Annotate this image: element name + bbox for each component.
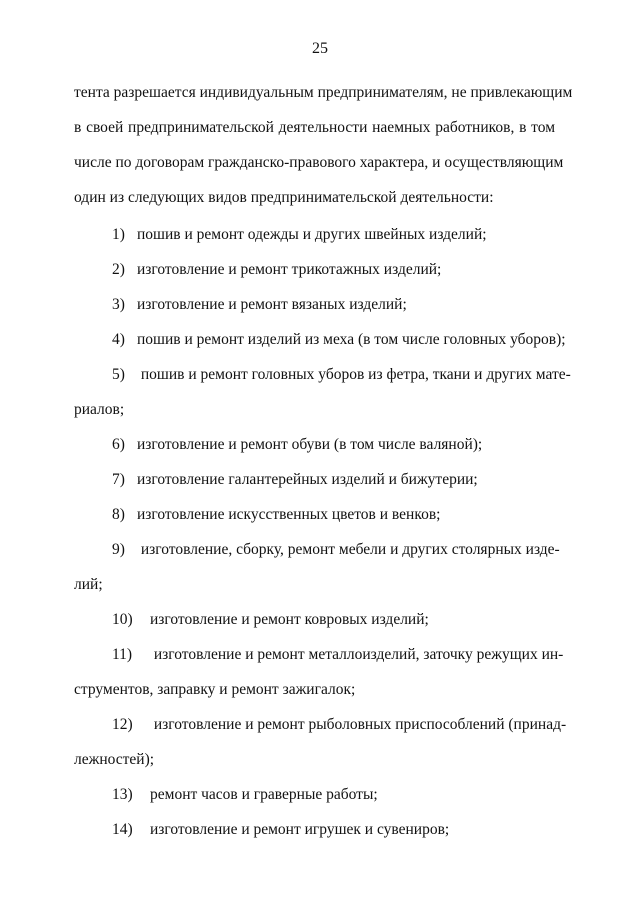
list-item — [112, 610, 555, 630]
list-item — [112, 785, 555, 805]
list-item-text: изготовление и ремонт ковровых изделий; — [150, 611, 429, 628]
list-item-number: 10) — [112, 611, 133, 628]
list-item-number: 1) — [112, 226, 125, 243]
list-item — [112, 225, 555, 245]
list-item-number: 13) — [112, 786, 133, 803]
list-item — [112, 820, 555, 840]
list-item-continuation: лий; — [74, 576, 103, 593]
list-item — [112, 540, 560, 560]
list-item-text: пошив и ремонт одежды и других швейных изделий; — [137, 226, 487, 243]
list-item-continuation: лежностей); — [74, 751, 155, 768]
list-item — [112, 505, 555, 525]
list-item-continuation: струментов, заправку и ремонт зажигалок; — [74, 681, 356, 698]
intro-line-4: один из следующих видов предпринимательской деятельности: — [74, 189, 494, 206]
list-item-number: 12) — [112, 716, 133, 733]
list-item-number: 8) — [112, 506, 125, 523]
list-item-number: 9) — [112, 541, 125, 558]
intro-line-1: тента разрешается индивидуальным предпринимателям, не привлекающим — [74, 84, 573, 101]
list-item-text: изготовление, сборку, ремонт мебели и других столярных изде- — [140, 541, 560, 558]
list-item-text: изготовление и ремонт рыболовных приспособлений (принад- — [153, 716, 567, 733]
list-item-text: изготовление и ремонт вязаных изделий; — [137, 296, 407, 313]
list-item-text: пошив и ремонт изделий из меха (в том числе головных уборов); — [137, 331, 566, 348]
list-item — [112, 260, 555, 280]
intro-line-3: числе по договорам гражданско-правового характера, и осуществляющим — [74, 154, 564, 171]
list-item — [112, 435, 555, 455]
page-number: 25 — [312, 40, 328, 57]
list-item-text: пошив и ремонт головных уборов из фетра, ткани и других мате- — [140, 366, 571, 383]
list-item — [112, 365, 571, 385]
list-item-text: изготовление и ремонт игрушек и сувениров; — [150, 821, 450, 838]
list-item — [112, 330, 566, 350]
list-item-continuation: риалов; — [74, 401, 125, 418]
list-item — [112, 715, 567, 735]
list-item-number: 3) — [112, 296, 125, 313]
list-item-number: 14) — [112, 821, 133, 838]
list-item — [112, 470, 555, 490]
list-item-text: изготовление и ремонт трикотажных изделий; — [137, 261, 442, 278]
list-item-text: изготовление галантерейных изделий и бижутерии; — [137, 471, 478, 488]
intro-line-2: в своей предпринимательской деятельности наемных работников, в том — [74, 119, 555, 136]
list-item — [112, 295, 555, 315]
list-item-number: 4) — [112, 331, 125, 348]
list-item-number: 2) — [112, 261, 125, 278]
list-item-number: 11) — [112, 646, 133, 663]
list-item-number: 5) — [112, 366, 125, 383]
list-item-text: ремонт часов и граверные работы; — [150, 786, 378, 803]
list-item-number: 6) — [112, 436, 125, 453]
list-item-text: изготовление искусственных цветов и венков; — [137, 506, 441, 523]
list-item-number: 7) — [112, 471, 125, 488]
list-item-text: изготовление и ремонт обуви (в том числе валяной); — [137, 436, 483, 453]
list-item — [112, 645, 564, 665]
list-item-text: изготовление и ремонт металлоизделий, заточку режущих ин- — [153, 646, 564, 663]
